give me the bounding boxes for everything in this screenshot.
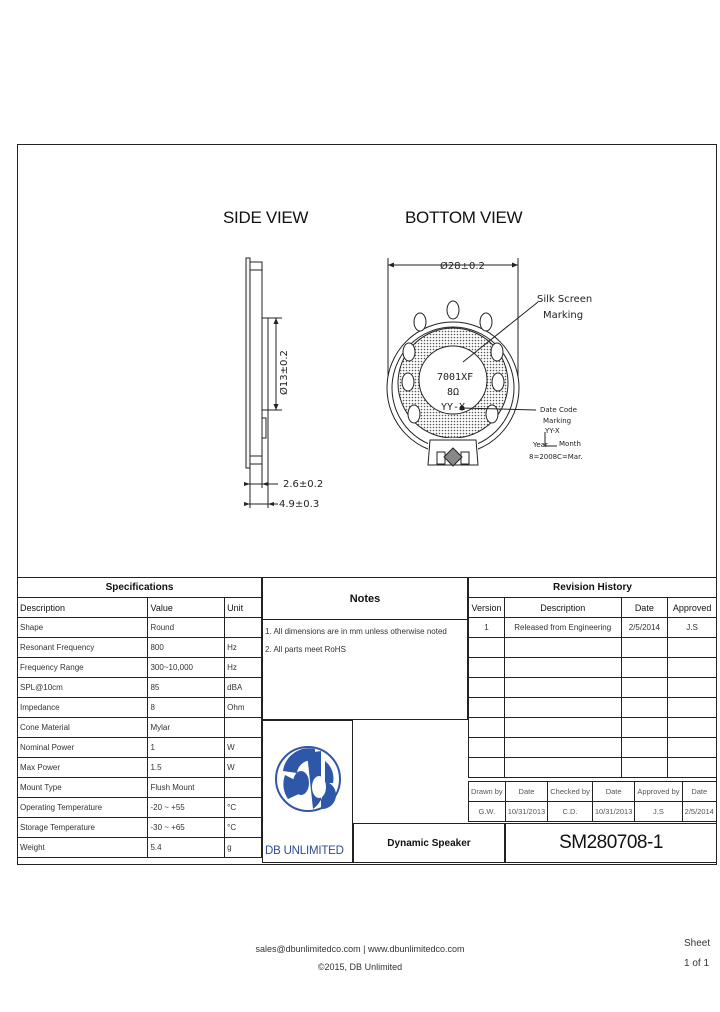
rev-approved bbox=[668, 678, 717, 698]
footer-copyright: ©2015, DB Unlimited bbox=[317, 962, 403, 972]
rev-description bbox=[504, 718, 621, 738]
rev-version bbox=[469, 698, 505, 718]
spec-unit: W bbox=[225, 758, 262, 778]
checked-by-label: Checked by bbox=[548, 782, 593, 802]
sheet-number: 1 of 1 bbox=[684, 958, 710, 969]
rev-date: 2/5/2014 bbox=[621, 618, 668, 638]
revision-row bbox=[469, 738, 717, 758]
dim-inner-diameter: Ø13±0.2 bbox=[279, 350, 290, 395]
date-callout-year: Year bbox=[533, 441, 548, 449]
spec-row bbox=[18, 638, 262, 658]
revision-row bbox=[469, 698, 717, 718]
rev-date bbox=[621, 698, 668, 718]
spec-unit: Hz bbox=[225, 658, 262, 678]
rev-approved bbox=[668, 698, 717, 718]
spec-description: Resonant Frequency bbox=[18, 638, 148, 658]
rev-approved bbox=[668, 638, 717, 658]
spec-unit bbox=[225, 718, 262, 738]
spec-row bbox=[18, 618, 262, 638]
spec-row bbox=[18, 758, 262, 778]
spec-description: Nominal Power bbox=[18, 738, 148, 758]
revision-rows bbox=[469, 618, 717, 778]
revision-row bbox=[469, 718, 717, 738]
bottom-view bbox=[387, 258, 557, 468]
revision-row bbox=[469, 638, 717, 658]
approved-by: J.S bbox=[635, 802, 682, 822]
rev-description bbox=[504, 638, 621, 658]
spec-value: 5.4 bbox=[148, 838, 225, 858]
rev-approved: J.S bbox=[668, 618, 717, 638]
spec-unit: W bbox=[225, 738, 262, 758]
spec-value: -30 ~ +65 bbox=[148, 818, 225, 838]
rev-version bbox=[469, 638, 505, 658]
date-callout-1: Date Code bbox=[540, 406, 577, 414]
rev-col-approved: Approved bbox=[668, 598, 717, 618]
spec-description: Max Power bbox=[18, 758, 148, 778]
rev-description bbox=[504, 738, 621, 758]
rev-approved bbox=[668, 658, 717, 678]
spec-row bbox=[18, 678, 262, 698]
rev-version: 1 bbox=[469, 618, 505, 638]
spec-value: 85 bbox=[148, 678, 225, 698]
date-callout-2: Marking bbox=[543, 417, 572, 425]
dim-outer-diameter: Ø28±0.2 bbox=[440, 261, 485, 272]
rev-date bbox=[621, 638, 668, 658]
rev-version bbox=[469, 738, 505, 758]
rev-version bbox=[469, 678, 505, 698]
dim-height-a: 2.6±0.2 bbox=[283, 479, 324, 490]
spec-row bbox=[18, 698, 262, 718]
spec-col-unit: Unit bbox=[225, 598, 262, 618]
spec-description: Shape bbox=[18, 618, 148, 638]
sheet-label: Sheet bbox=[684, 938, 711, 949]
side-view bbox=[244, 258, 282, 508]
checked-date-label: Date bbox=[592, 782, 635, 802]
approved-by-label: Approved by bbox=[635, 782, 682, 802]
spec-row bbox=[18, 738, 262, 758]
rev-version bbox=[469, 658, 505, 678]
spec-value: 800 bbox=[148, 638, 225, 658]
spec-value: -20 ~ +55 bbox=[148, 798, 225, 818]
notes-box bbox=[262, 577, 468, 720]
spec-unit: °C bbox=[225, 798, 262, 818]
marking-impedance: 8Ω bbox=[447, 387, 460, 398]
date-callout-month: Month bbox=[559, 440, 581, 448]
spec-row bbox=[18, 818, 262, 838]
checked-date: 10/31/2013 bbox=[592, 802, 635, 822]
revision-row bbox=[469, 678, 717, 698]
rev-description bbox=[504, 658, 621, 678]
logo-box bbox=[262, 720, 353, 863]
spec-unit: Hz bbox=[225, 638, 262, 658]
revision-title: Revision History bbox=[469, 578, 717, 598]
rev-col-description: Description bbox=[504, 598, 621, 618]
rev-description bbox=[504, 758, 621, 778]
spec-description: SPL@10cm bbox=[18, 678, 148, 698]
drawn-by: G.W. bbox=[469, 802, 506, 822]
rev-approved bbox=[668, 718, 717, 738]
spec-unit bbox=[225, 618, 262, 638]
silk-callout-1: Silk Screen bbox=[537, 294, 593, 305]
rev-col-date: Date bbox=[621, 598, 668, 618]
spec-row bbox=[18, 658, 262, 678]
spec-value: Round bbox=[148, 618, 225, 638]
side-view-title: SIDE VIEW bbox=[223, 208, 309, 227]
spec-rows bbox=[18, 618, 262, 858]
signoff-table bbox=[468, 781, 717, 822]
note-2: 2. All parts meet RoHS bbox=[265, 645, 346, 654]
spec-description: Impedance bbox=[18, 698, 148, 718]
date-callout-3: YY-X bbox=[545, 427, 560, 435]
spec-unit: dBA bbox=[225, 678, 262, 698]
rev-version bbox=[469, 758, 505, 778]
spec-unit: Ohm bbox=[225, 698, 262, 718]
specifications-table bbox=[17, 577, 262, 858]
logo-text: DB UNLIMITED bbox=[265, 845, 344, 857]
marking-date: YY-X bbox=[441, 402, 466, 413]
spec-description: Operating Temperature bbox=[18, 798, 148, 818]
drawn-date-label: Date bbox=[505, 782, 548, 802]
rev-description: Released from Engineering bbox=[504, 618, 621, 638]
spec-description: Storage Temperature bbox=[18, 818, 148, 838]
rev-approved bbox=[668, 758, 717, 778]
spec-description: Cone Material bbox=[18, 718, 148, 738]
marking-model: 7001XF bbox=[437, 372, 474, 383]
spec-value: 1 bbox=[148, 738, 225, 758]
silk-callout-2: Marking bbox=[543, 310, 584, 321]
drawn-by-label: Drawn by bbox=[469, 782, 506, 802]
spec-unit: g bbox=[225, 838, 262, 858]
spec-row bbox=[18, 718, 262, 738]
revision-table bbox=[468, 577, 717, 778]
spec-row bbox=[18, 838, 262, 858]
spec-col-description: Description bbox=[18, 598, 148, 618]
db-logo-icon bbox=[263, 721, 352, 841]
revision-row bbox=[469, 618, 717, 638]
side-magnet bbox=[262, 318, 268, 410]
spec-value: 8 bbox=[148, 698, 225, 718]
specifications-title: Specifications bbox=[18, 578, 262, 598]
spec-unit bbox=[225, 778, 262, 798]
spec-description: Mount Type bbox=[18, 778, 148, 798]
part-number: SM280708-1 bbox=[505, 823, 717, 863]
revision-row bbox=[469, 658, 717, 678]
dim-height-b: 4.9±0.3 bbox=[279, 499, 320, 510]
spec-description: Frequency Range bbox=[18, 658, 148, 678]
spec-row bbox=[18, 798, 262, 818]
spec-value: 300~10,000 bbox=[148, 658, 225, 678]
approved-date: 2/5/2014 bbox=[682, 802, 716, 822]
note-1: 1. All dimensions are in mm unless otherwise noted bbox=[265, 627, 447, 636]
spec-col-value: Value bbox=[148, 598, 225, 618]
bottom-view-title: BOTTOM VIEW bbox=[405, 208, 523, 227]
rev-col-version: Version bbox=[469, 598, 505, 618]
rev-description bbox=[504, 698, 621, 718]
spec-unit: °C bbox=[225, 818, 262, 838]
spec-value: 1.5 bbox=[148, 758, 225, 778]
product-description: Dynamic Speaker bbox=[353, 823, 505, 863]
notes-title: Notes bbox=[263, 578, 467, 620]
spec-row bbox=[18, 778, 262, 798]
rev-date bbox=[621, 758, 668, 778]
rev-version bbox=[469, 718, 505, 738]
rev-date bbox=[621, 658, 668, 678]
checked-by: C.D. bbox=[548, 802, 593, 822]
rev-date bbox=[621, 718, 668, 738]
side-body bbox=[250, 262, 262, 464]
drawn-date: 10/31/2013 bbox=[505, 802, 548, 822]
rev-date bbox=[621, 738, 668, 758]
spec-value: Mylar bbox=[148, 718, 225, 738]
revision-row bbox=[469, 758, 717, 778]
side-rim bbox=[246, 258, 250, 468]
approved-date-label: Date bbox=[682, 782, 716, 802]
rev-description bbox=[504, 678, 621, 698]
rev-date bbox=[621, 678, 668, 698]
spec-value: Flush Mount bbox=[148, 778, 225, 798]
date-callout-ex1: 8=2008 bbox=[529, 453, 558, 461]
spec-description: Weight bbox=[18, 838, 148, 858]
date-callout-ex2: C=Mar. bbox=[557, 453, 583, 461]
rev-approved bbox=[668, 738, 717, 758]
footer-contact: sales@dbunlimitedco.com | www.dbunlimitedco.com bbox=[255, 944, 465, 954]
